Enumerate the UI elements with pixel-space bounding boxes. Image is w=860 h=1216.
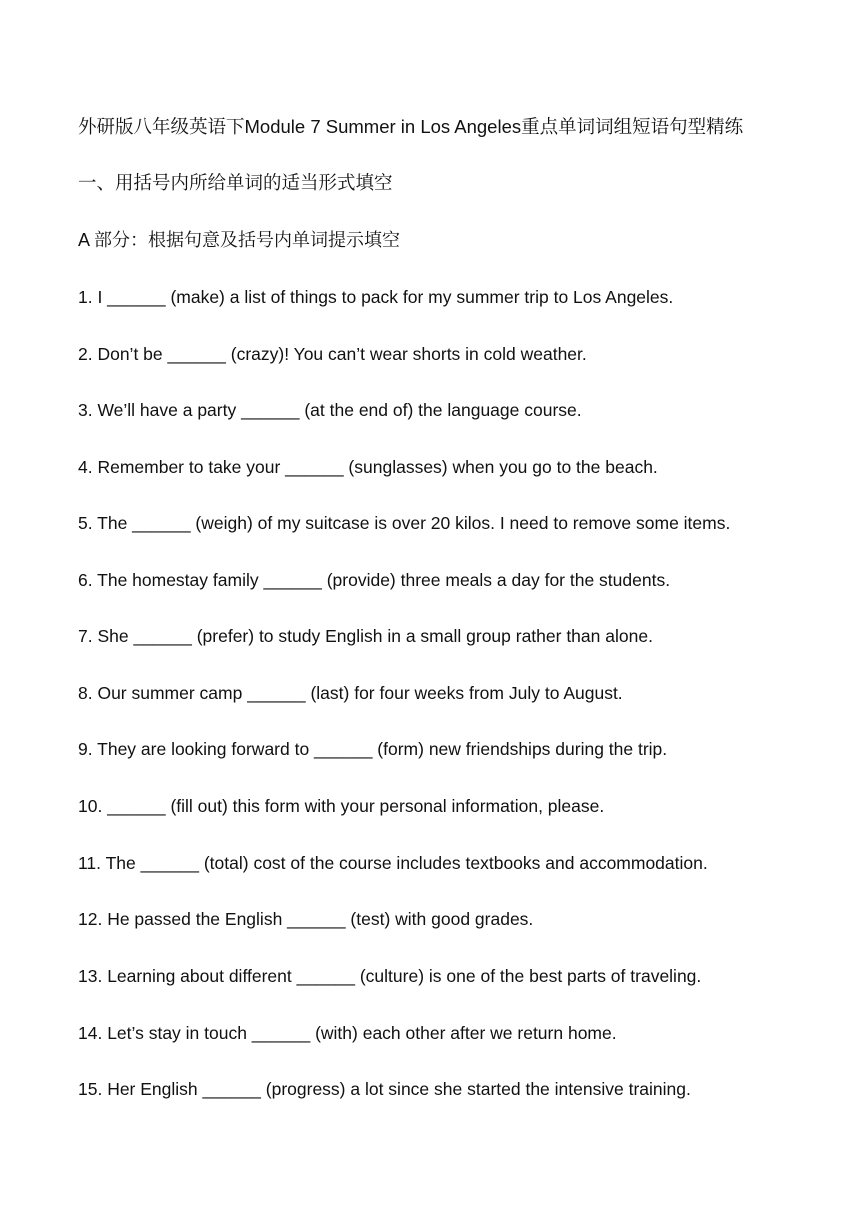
- question-14: 14. Let’s stay in touch ______ (with) each other after we return home.: [78, 1023, 617, 1043]
- question-11: 11. The ______ (total) cost of the course includes textbooks and accommodation.: [78, 853, 708, 873]
- question-6: 6. The homestay family ______ (provide) three meals a day for the students.: [78, 570, 671, 590]
- question-3: 3. We’ll have a party ______ (at the end of) the language course.: [78, 400, 582, 420]
- question-8: 8. Our summer camp ______ (last) for four weeks from July to August.: [78, 683, 623, 703]
- subsection-heading: A 部分：根据句意及括号内单词提示填空: [78, 230, 401, 250]
- question-1: 1. I ______ (make) a list of things to pack for my summer trip to Los Angeles.: [78, 287, 674, 307]
- question-5: 5. The ______ (weigh) of my suitcase is over 20 kilos. I need to remove some items.: [78, 513, 731, 533]
- document-title: 外研版八年级英语下Module 7 Summer in Los Angeles重点单词词组短语句型精练: [78, 116, 744, 137]
- question-10: 10. ______ (fill out) this form with your personal information, please.: [78, 796, 605, 816]
- question-9: 9. They are looking forward to ______ (form) new friendships during the trip.: [78, 739, 668, 759]
- question-4: 4. Remember to take your ______ (sunglasses) when you go to the beach.: [78, 457, 658, 477]
- question-15: 15. Her English ______ (progress) a lot since she started the intensive training.: [78, 1079, 691, 1099]
- section-heading: 一、用括号内所给单词的适当形式填空: [78, 172, 393, 193]
- question-13: 13. Learning about different ______ (culture) is one of the best parts of traveling.: [78, 966, 702, 986]
- question-12: 12. He passed the English ______ (test) with good grades.: [78, 909, 534, 929]
- question-2: 2. Don’t be ______ (crazy)! You can’t wear shorts in cold weather.: [78, 344, 587, 364]
- question-7: 7. She ______ (prefer) to study English in a small group rather than alone.: [78, 626, 653, 646]
